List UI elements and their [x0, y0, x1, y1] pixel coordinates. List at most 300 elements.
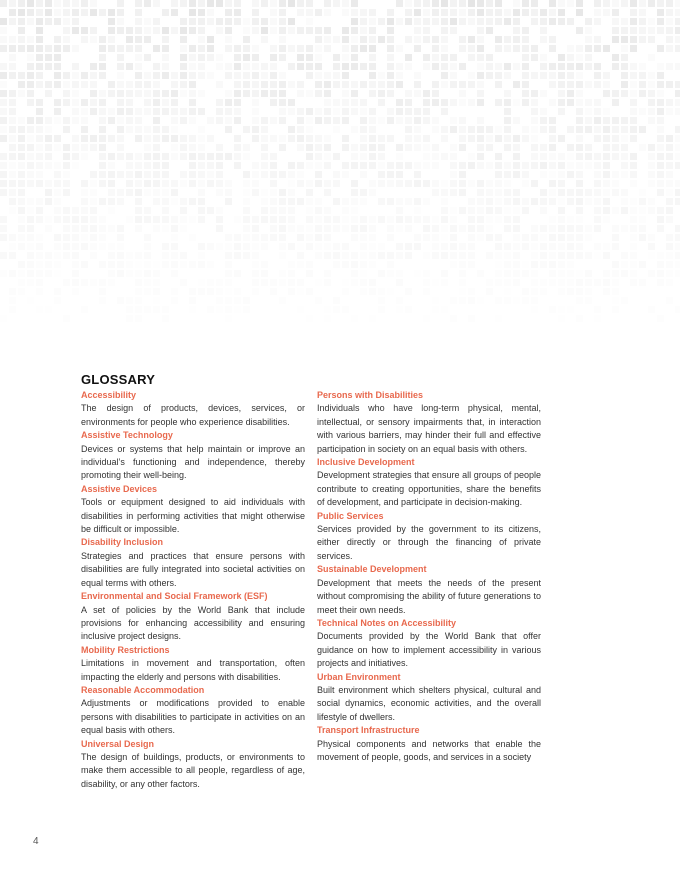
pattern-square — [396, 216, 403, 223]
pattern-square — [225, 90, 232, 97]
pattern-square — [72, 9, 79, 16]
pattern-square — [72, 72, 79, 79]
pattern-square — [225, 117, 232, 124]
pattern-square — [459, 63, 466, 70]
pattern-square — [252, 279, 259, 286]
pattern-square — [504, 99, 511, 106]
pattern-square — [603, 288, 610, 295]
pattern-square — [18, 261, 25, 268]
pattern-square — [630, 81, 637, 88]
pattern-square — [513, 27, 520, 34]
pattern-square — [9, 171, 16, 178]
pattern-square — [558, 234, 565, 241]
pattern-square — [594, 252, 601, 259]
pattern-square — [414, 81, 421, 88]
pattern-square — [477, 135, 484, 142]
pattern-square — [243, 198, 250, 205]
pattern-square — [279, 36, 286, 43]
pattern-square — [513, 18, 520, 25]
pattern-square — [603, 135, 610, 142]
pattern-square — [135, 261, 142, 268]
pattern-square — [135, 54, 142, 61]
pattern-square — [603, 144, 610, 151]
pattern-square — [369, 63, 376, 70]
pattern-square — [459, 171, 466, 178]
pattern-square — [288, 207, 295, 214]
pattern-square — [90, 63, 97, 70]
pattern-square — [360, 135, 367, 142]
pattern-square — [396, 0, 403, 7]
pattern-square — [135, 297, 142, 304]
pattern-square — [27, 261, 34, 268]
pattern-square — [513, 36, 520, 43]
pattern-square — [639, 108, 646, 115]
page-number: 4 — [33, 836, 39, 847]
pattern-square — [585, 297, 592, 304]
pattern-square — [630, 261, 637, 268]
pattern-square — [207, 153, 214, 160]
pattern-square — [324, 216, 331, 223]
pattern-square — [54, 135, 61, 142]
pattern-square — [180, 117, 187, 124]
pattern-square — [603, 126, 610, 133]
pattern-square — [63, 144, 70, 151]
pattern-square — [108, 243, 115, 250]
pattern-square — [504, 18, 511, 25]
pattern-square — [495, 261, 502, 268]
pattern-square — [234, 99, 241, 106]
pattern-square — [171, 243, 178, 250]
pattern-square — [306, 117, 313, 124]
pattern-square — [450, 72, 457, 79]
pattern-square — [45, 225, 52, 232]
pattern-square — [90, 81, 97, 88]
pattern-square — [630, 63, 637, 70]
pattern-square — [450, 18, 457, 25]
pattern-square — [27, 216, 34, 223]
pattern-square — [648, 90, 655, 97]
pattern-square — [153, 162, 160, 169]
pattern-square — [540, 36, 547, 43]
pattern-square — [252, 225, 259, 232]
pattern-square — [648, 99, 655, 106]
pattern-square — [666, 0, 673, 7]
pattern-square — [612, 117, 619, 124]
pattern-square — [387, 117, 394, 124]
pattern-square — [63, 162, 70, 169]
pattern-square — [648, 243, 655, 250]
pattern-square — [351, 36, 358, 43]
pattern-square — [558, 135, 565, 142]
pattern-square — [648, 153, 655, 160]
pattern-square — [630, 45, 637, 52]
pattern-square — [117, 99, 124, 106]
pattern-square — [558, 81, 565, 88]
pattern-square — [36, 144, 43, 151]
page-title: GLOSSARY — [81, 372, 156, 387]
pattern-square — [216, 81, 223, 88]
pattern-square — [216, 162, 223, 169]
glossary-term: Disability Inclusion — [81, 537, 164, 548]
pattern-square — [243, 252, 250, 259]
glossary-term: Environmental and Social Framework (ESF) — [81, 591, 268, 602]
pattern-square — [387, 135, 394, 142]
pattern-square — [27, 225, 34, 232]
pattern-square — [207, 18, 214, 25]
pattern-square — [306, 144, 313, 151]
pattern-square — [666, 27, 673, 34]
pattern-square — [234, 270, 241, 277]
pattern-square — [486, 162, 493, 169]
pattern-square — [378, 72, 385, 79]
pattern-square — [63, 45, 70, 52]
pattern-square — [558, 261, 565, 268]
pattern-square — [522, 207, 529, 214]
pattern-square — [405, 288, 412, 295]
pattern-square — [513, 297, 520, 304]
pattern-square — [180, 36, 187, 43]
pattern-square — [540, 252, 547, 259]
pattern-square — [45, 135, 52, 142]
pattern-square — [117, 144, 124, 151]
pattern-square — [315, 81, 322, 88]
pattern-square — [495, 315, 502, 322]
pattern-square — [207, 279, 214, 286]
pattern-square — [162, 207, 169, 214]
pattern-square — [369, 252, 376, 259]
pattern-square — [630, 9, 637, 16]
pattern-square — [54, 117, 61, 124]
pattern-square — [252, 135, 259, 142]
pattern-square — [99, 198, 106, 205]
pattern-square — [603, 72, 610, 79]
pattern-square — [0, 171, 7, 178]
glossary-column-right — [317, 389, 541, 764]
pattern-square — [27, 270, 34, 277]
pattern-square — [549, 306, 556, 313]
pattern-square — [405, 306, 412, 313]
pattern-square — [216, 0, 223, 7]
pattern-square — [558, 279, 565, 286]
pattern-square — [0, 36, 7, 43]
pattern-square — [45, 9, 52, 16]
pattern-square — [27, 36, 34, 43]
pattern-square — [216, 99, 223, 106]
pattern-square — [675, 270, 680, 277]
pattern-square — [189, 180, 196, 187]
pattern-square — [459, 0, 466, 7]
pattern-square — [504, 189, 511, 196]
pattern-square — [486, 252, 493, 259]
pattern-square — [72, 18, 79, 25]
pattern-square — [81, 81, 88, 88]
pattern-square — [189, 99, 196, 106]
pattern-square — [333, 117, 340, 124]
pattern-square — [108, 171, 115, 178]
pattern-square — [162, 90, 169, 97]
pattern-square — [495, 180, 502, 187]
pattern-square — [621, 126, 628, 133]
pattern-square — [9, 90, 16, 97]
pattern-square — [360, 45, 367, 52]
pattern-square — [657, 81, 664, 88]
pattern-square — [306, 198, 313, 205]
pattern-square — [243, 153, 250, 160]
pattern-square — [630, 243, 637, 250]
pattern-square — [117, 225, 124, 232]
pattern-square — [117, 198, 124, 205]
pattern-square — [603, 81, 610, 88]
pattern-square — [171, 108, 178, 115]
pattern-square — [234, 117, 241, 124]
pattern-square — [162, 126, 169, 133]
pattern-square — [216, 306, 223, 313]
pattern-square — [576, 225, 583, 232]
pattern-square — [432, 297, 439, 304]
pattern-square — [9, 72, 16, 79]
pattern-square — [135, 216, 142, 223]
pattern-square — [342, 198, 349, 205]
pattern-square — [567, 189, 574, 196]
pattern-square — [576, 216, 583, 223]
pattern-square — [108, 225, 115, 232]
pattern-square — [45, 216, 52, 223]
pattern-square — [252, 9, 259, 16]
pattern-square — [171, 90, 178, 97]
pattern-square — [459, 135, 466, 142]
pattern-square — [378, 36, 385, 43]
pattern-square — [189, 261, 196, 268]
pattern-square — [306, 135, 313, 142]
pattern-square — [117, 108, 124, 115]
pattern-square — [324, 27, 331, 34]
pattern-square — [234, 162, 241, 169]
pattern-square — [657, 108, 664, 115]
pattern-square — [396, 171, 403, 178]
pattern-square — [234, 306, 241, 313]
pattern-square — [360, 36, 367, 43]
pattern-square — [225, 18, 232, 25]
pattern-square — [189, 216, 196, 223]
pattern-square — [261, 162, 268, 169]
pattern-square — [513, 243, 520, 250]
pattern-square — [576, 162, 583, 169]
pattern-square — [270, 189, 277, 196]
pattern-square — [27, 9, 34, 16]
pattern-square — [540, 108, 547, 115]
pattern-square — [225, 279, 232, 286]
pattern-square — [405, 198, 412, 205]
pattern-square — [270, 216, 277, 223]
pattern-square — [648, 81, 655, 88]
pattern-square — [135, 153, 142, 160]
pattern-square — [396, 279, 403, 286]
pattern-square — [9, 117, 16, 124]
pattern-square — [432, 81, 439, 88]
pattern-square — [27, 45, 34, 52]
pattern-square — [270, 180, 277, 187]
pattern-square — [144, 252, 151, 259]
pattern-square — [144, 90, 151, 97]
pattern-square — [675, 36, 680, 43]
pattern-square — [45, 153, 52, 160]
pattern-square — [261, 81, 268, 88]
pattern-square — [495, 171, 502, 178]
pattern-square — [414, 144, 421, 151]
pattern-square — [270, 234, 277, 241]
pattern-square — [675, 243, 680, 250]
pattern-square — [423, 135, 430, 142]
pattern-square — [207, 288, 214, 295]
pattern-square — [270, 81, 277, 88]
pattern-square — [18, 279, 25, 286]
pattern-square — [108, 153, 115, 160]
pattern-square — [9, 162, 16, 169]
pattern-square — [360, 216, 367, 223]
pattern-square — [99, 135, 106, 142]
pattern-square — [360, 243, 367, 250]
pattern-square — [675, 45, 680, 52]
pattern-square — [639, 81, 646, 88]
pattern-square — [126, 36, 133, 43]
pattern-square — [153, 27, 160, 34]
pattern-square — [162, 135, 169, 142]
pattern-square — [621, 144, 628, 151]
pattern-square — [225, 153, 232, 160]
pattern-square — [270, 27, 277, 34]
pattern-square — [450, 162, 457, 169]
pattern-square — [423, 216, 430, 223]
pattern-square — [279, 18, 286, 25]
pattern-square — [450, 297, 457, 304]
pattern-square — [495, 279, 502, 286]
pattern-square — [450, 153, 457, 160]
pattern-square — [387, 288, 394, 295]
pattern-square — [270, 279, 277, 286]
pattern-square — [423, 315, 430, 322]
glossary-definition: Physical components and networks that enable the movement of people, goods, and services in a society — [317, 738, 541, 762]
pattern-square — [585, 45, 592, 52]
pattern-square — [144, 162, 151, 169]
glossary-definition: The design of buildings, products, or environments to make them accessible to all people, regardless of age, disability, or any other factors. — [81, 751, 305, 789]
pattern-square — [369, 189, 376, 196]
pattern-square — [234, 72, 241, 79]
pattern-square — [45, 0, 52, 7]
pattern-square — [405, 90, 412, 97]
pattern-square — [594, 135, 601, 142]
glossary-term: Mobility Restrictions — [81, 644, 170, 655]
pattern-square — [495, 207, 502, 214]
pattern-square — [414, 126, 421, 133]
pattern-square — [342, 90, 349, 97]
pattern-square — [243, 144, 250, 151]
pattern-square — [90, 216, 97, 223]
pattern-square — [99, 9, 106, 16]
pattern-square — [63, 234, 70, 241]
pattern-square — [423, 36, 430, 43]
pattern-square — [567, 45, 574, 52]
pattern-square — [612, 171, 619, 178]
pattern-square — [45, 18, 52, 25]
glossary-definition: A set of policies by the World Bank that include provisions for enhancing accessibility and ensuring inclusive project designs. — [81, 604, 305, 642]
pattern-square — [675, 126, 680, 133]
pattern-square — [576, 81, 583, 88]
pattern-square — [153, 297, 160, 304]
pattern-square — [117, 54, 124, 61]
pattern-square — [378, 18, 385, 25]
pattern-square — [423, 90, 430, 97]
pattern-square — [558, 225, 565, 232]
pattern-square — [450, 180, 457, 187]
pattern-square — [531, 279, 538, 286]
pattern-square — [459, 117, 466, 124]
pattern-square — [180, 45, 187, 52]
pattern-square — [594, 99, 601, 106]
pattern-square — [333, 171, 340, 178]
pattern-square — [90, 27, 97, 34]
pattern-square — [522, 72, 529, 79]
glossary-term: Technical Notes on Accessibility — [317, 617, 457, 628]
pattern-square — [531, 0, 538, 7]
pattern-square — [486, 207, 493, 214]
pattern-square — [288, 162, 295, 169]
pattern-square — [252, 0, 259, 7]
pattern-square — [306, 54, 313, 61]
pattern-square — [117, 117, 124, 124]
pattern-square — [612, 144, 619, 151]
pattern-square — [342, 0, 349, 7]
pattern-square — [342, 225, 349, 232]
pattern-square — [594, 18, 601, 25]
pattern-square — [126, 81, 133, 88]
pattern-square — [648, 180, 655, 187]
pattern-square — [306, 72, 313, 79]
pattern-square — [342, 207, 349, 214]
pattern-square — [297, 243, 304, 250]
pattern-square — [18, 288, 25, 295]
pattern-square — [279, 207, 286, 214]
pattern-square — [585, 54, 592, 61]
pattern-square — [72, 216, 79, 223]
pattern-square — [243, 171, 250, 178]
pattern-square — [540, 189, 547, 196]
pattern-square — [468, 135, 475, 142]
pattern-square — [657, 27, 664, 34]
pattern-square — [198, 252, 205, 259]
pattern-square — [144, 135, 151, 142]
pattern-square — [675, 9, 680, 16]
pattern-square — [333, 72, 340, 79]
pattern-square — [657, 180, 664, 187]
pattern-square — [135, 108, 142, 115]
pattern-square — [324, 315, 331, 322]
pattern-square — [198, 9, 205, 16]
pattern-square — [603, 189, 610, 196]
pattern-square — [396, 153, 403, 160]
pattern-square — [135, 270, 142, 277]
pattern-square — [270, 0, 277, 7]
pattern-square — [9, 45, 16, 52]
pattern-square — [207, 171, 214, 178]
pattern-square — [675, 135, 680, 142]
pattern-square — [405, 9, 412, 16]
pattern-square — [180, 180, 187, 187]
pattern-square — [90, 9, 97, 16]
pattern-square — [414, 180, 421, 187]
pattern-square — [369, 126, 376, 133]
pattern-square — [171, 99, 178, 106]
pattern-square — [144, 171, 151, 178]
